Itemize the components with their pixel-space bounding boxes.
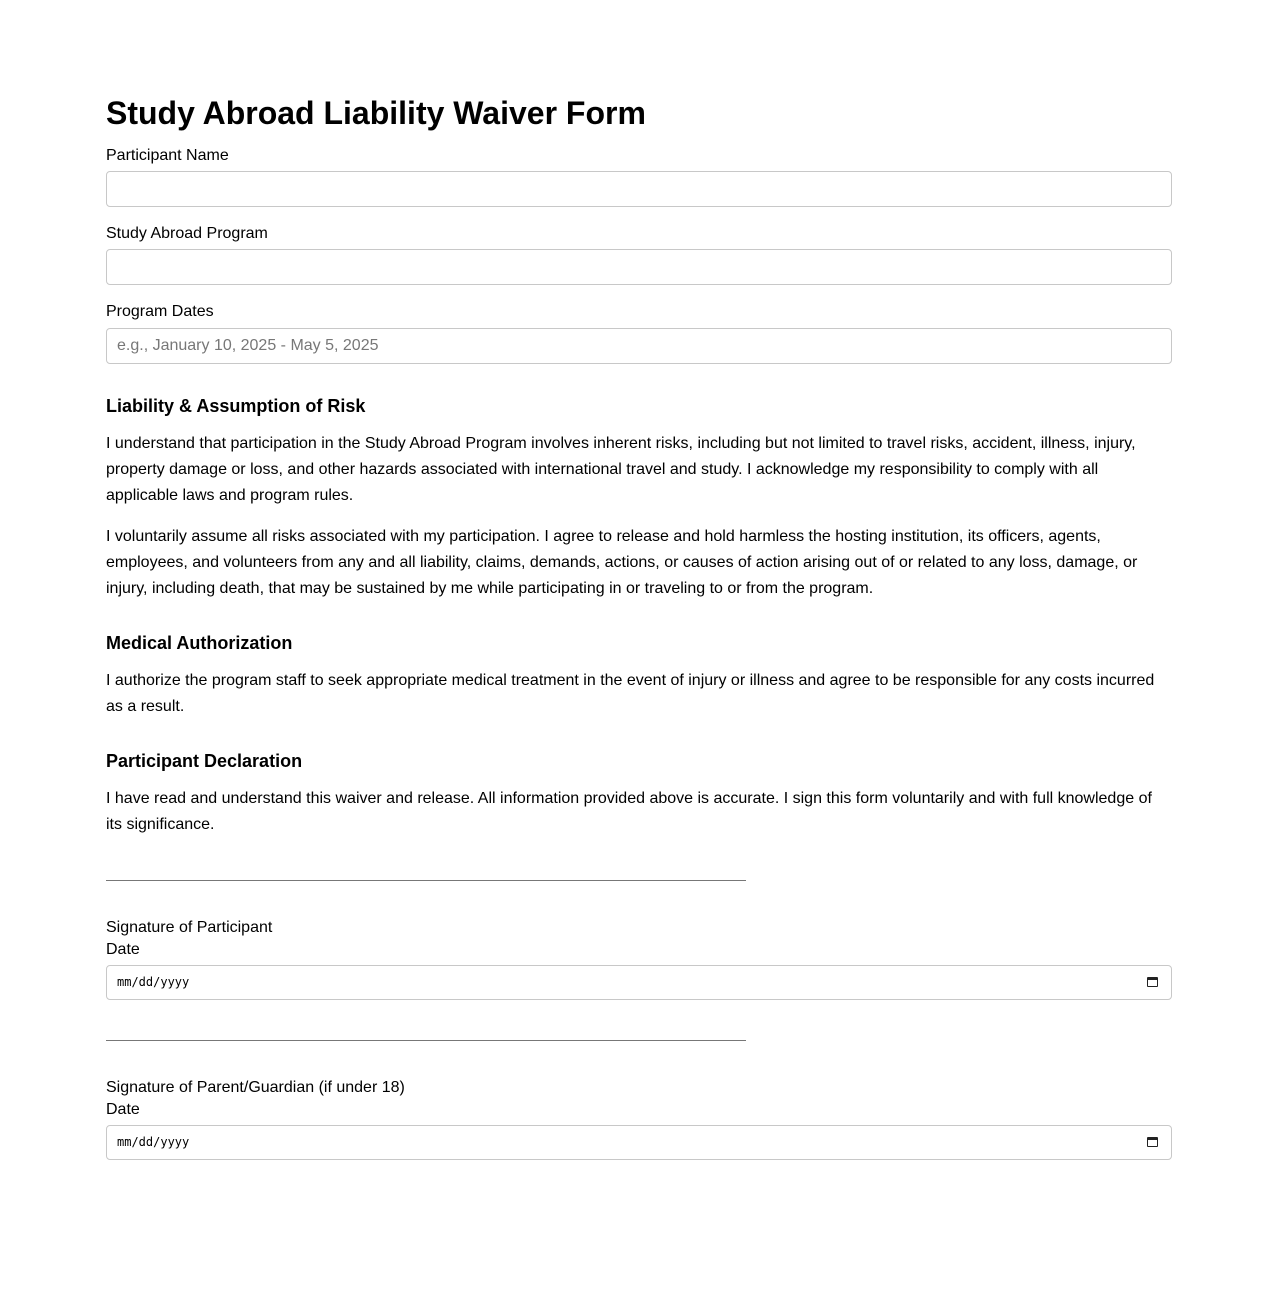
- guardian-signature-label: Signature of Parent/Guardian (if under 18): [106, 1079, 405, 1096]
- liability-paragraph-1: I understand that participation in the Study Abroad Program involves inherent risks, including but not limited to travel risks, accident, illness, injury, property damage or loss, and other hazards associated with international travel and study. I acknowledge my responsibility to comply with all applicable laws and program rules.: [106, 435, 1136, 504]
- guardian-date-input[interactable]: [106, 1125, 1172, 1160]
- page-title: Study Abroad Liability Waiver Form: [106, 95, 646, 131]
- guardian-date-label: Date: [106, 1101, 140, 1118]
- participant-signature-line[interactable]: [106, 880, 746, 881]
- guardian-date-placeholder: mm/dd/yyyy: [117, 1135, 190, 1149]
- program-input[interactable]: [106, 249, 1172, 285]
- medical-paragraph: I authorize the program staff to seek appropriate medical treatment in the event of injury or illness and agree to be responsible for any costs incurred as a result.: [106, 672, 1155, 715]
- declaration-paragraph: I have read and understand this waiver and release. All information provided above is accurate. I sign this form voluntarily and with full knowledge of its significance.: [106, 790, 1152, 833]
- waiver-form: [106, 0, 1172, 1160]
- calendar-icon[interactable]: [1147, 1137, 1158, 1147]
- participant-signature-label: Signature of Participant: [106, 919, 273, 936]
- participant-date-placeholder: mm/dd/yyyy: [117, 975, 190, 989]
- participant-name-label: Participant Name: [106, 147, 229, 164]
- program-dates-input[interactable]: [106, 328, 1172, 364]
- liability-paragraph-2: I voluntarily assume all risks associated with my participation. I agree to release and hold harmless the hosting institution, its officers, agents, employees, and volunteers from any and all liability, claims, demands, actions, or causes of action arising out of or related to any loss, damage, or injury, including death, that may be sustained by me while participating in or traveling to or from the program.: [106, 528, 1138, 597]
- guardian-signature-line[interactable]: [106, 1040, 746, 1041]
- declaration-heading: Participant Declaration: [106, 751, 303, 771]
- participant-date-label: Date: [106, 941, 140, 958]
- liability-heading: Liability & Assumption of Risk: [106, 396, 366, 416]
- program-label: Study Abroad Program: [106, 225, 268, 242]
- medical-heading: Medical Authorization: [106, 633, 293, 653]
- participant-name-input[interactable]: [106, 171, 1172, 207]
- calendar-icon[interactable]: [1147, 977, 1158, 987]
- program-dates-label: Program Dates: [106, 303, 214, 320]
- participant-date-input[interactable]: [106, 965, 1172, 1000]
